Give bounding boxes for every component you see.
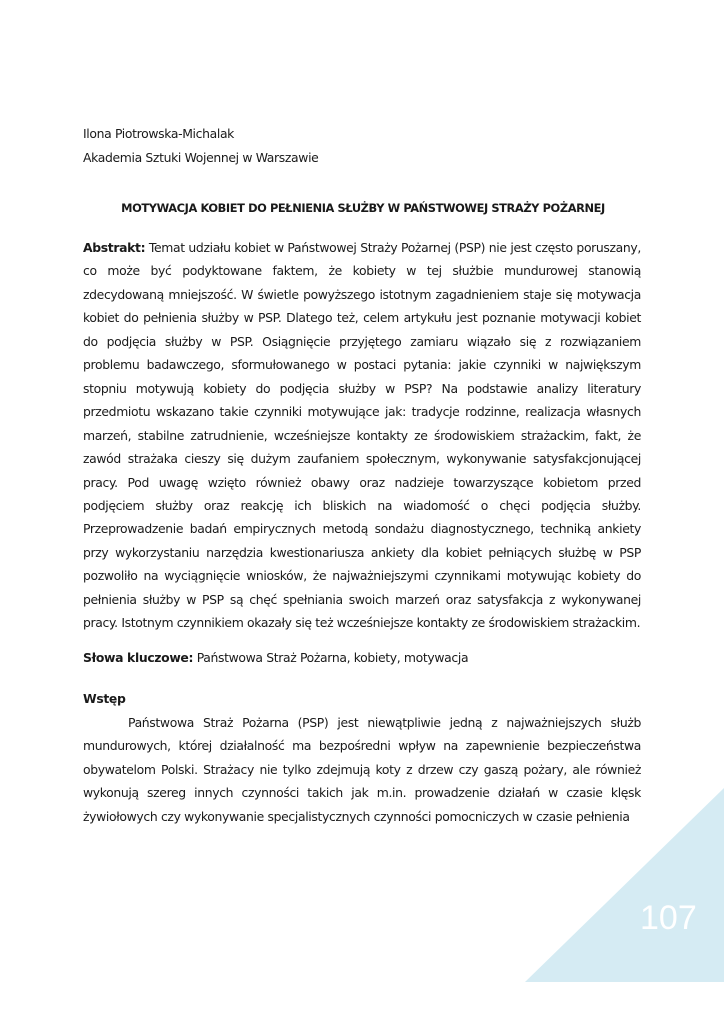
page-number: 107	[640, 899, 697, 937]
intro-paragraph: Państwowa Straż Pożarna (PSP) jest niewątpliwie jedną z najważniejszych służb mundurowych, której działalność ma bezpośredni wpływ na zapewnienie bezpieczeństwa obywatelom Polski. Strażacy nie tylko zdejmują koty z drzew czy gaszą pożary, ale również wykonują szereg innych czynności takich jak m.in. prowadzenie działań w czasie klęsk żywiołowych czy wykonywanie specjalistycznych czynności pomocniczych w czasie pełnienia	[83, 715, 641, 824]
abstract-text: Temat udziału kobiet w Państwowej Straży Pożarnej (PSP) nie jest często poruszany, co może być podyktowane faktem, że kobiety w tej służbie mundurowej stanowią zdecydowaną mniejszość. W świetle powyższego istotnym zagadnieniem staje się motywacja kobiet do pełnienia służby w PSP. Dlatego też, celem artykułu jest poznanie motywacji kobiet do podjęcia służby w PSP. Osiągnięcie przyjętego zamiaru wiązało się z rozwiązaniem problemu badawczego, sformułowanego w postaci pytania: jakie czynniki w największym stopniu motywują kobiety do podjęcia służby w PSP? Na podstawie analizy literatury przedmiotu wskazano takie czynniki motywujące jak: tradycje rodzinne, realizacja własnych marzeń, stabilne zatrudnienie, wcześniejsze kontakty ze środowiskiem strażackim, fakt, że zawód strażaka cieszy się dużym zaufaniem społecznym, wykonywanie satysfakcjonującej pracy. Pod uwagę wzięto również obawy oraz nadzieje towarzyszące kobietom przed podjęciem służby oraz reakcję ich bliskich na wiadomość o chęci podjęcia służby. Przeprowadzenie badań empirycznych metodą sondażu diagnostycznego, techniką ankiety przy wykorzystaniu narzędzia kwestionariusza ankiety dla kobiet pełniących służbę w PSP pozwoliło na wyciągnięcie wniosków, że najważniejszymi czynnikami motywując kobiety do pełnienia służby w PSP są chęć spełniania swoich marzeń oraz satysfakcja z wykonywanej pracy. Istotnym czynnikiem okazały się też wcześniejsze kontakty ze środowiskiem strażackim.	[83, 240, 641, 631]
author-affiliation: Akademia Sztuki Wojennej w Warszawie	[83, 150, 319, 165]
abstract	[83, 236, 641, 635]
keywords-text: Państwowa Straż Pożarna, kobiety, motywacja	[196, 650, 469, 665]
keywords-label: Słowa kluczowe:	[83, 650, 194, 665]
keywords	[83, 646, 643, 669]
author-name: Ilona Piotrowska-Michalak	[83, 126, 235, 141]
abstract-label: Abstrakt:	[83, 240, 146, 255]
paper-title: MOTYWACJA KOBIET DO PEŁNIENIA SŁUŻBY W PAŃSTWOWEJ STRAŻY POŻARNEJ	[121, 201, 605, 215]
section-heading: Wstęp	[83, 691, 126, 706]
